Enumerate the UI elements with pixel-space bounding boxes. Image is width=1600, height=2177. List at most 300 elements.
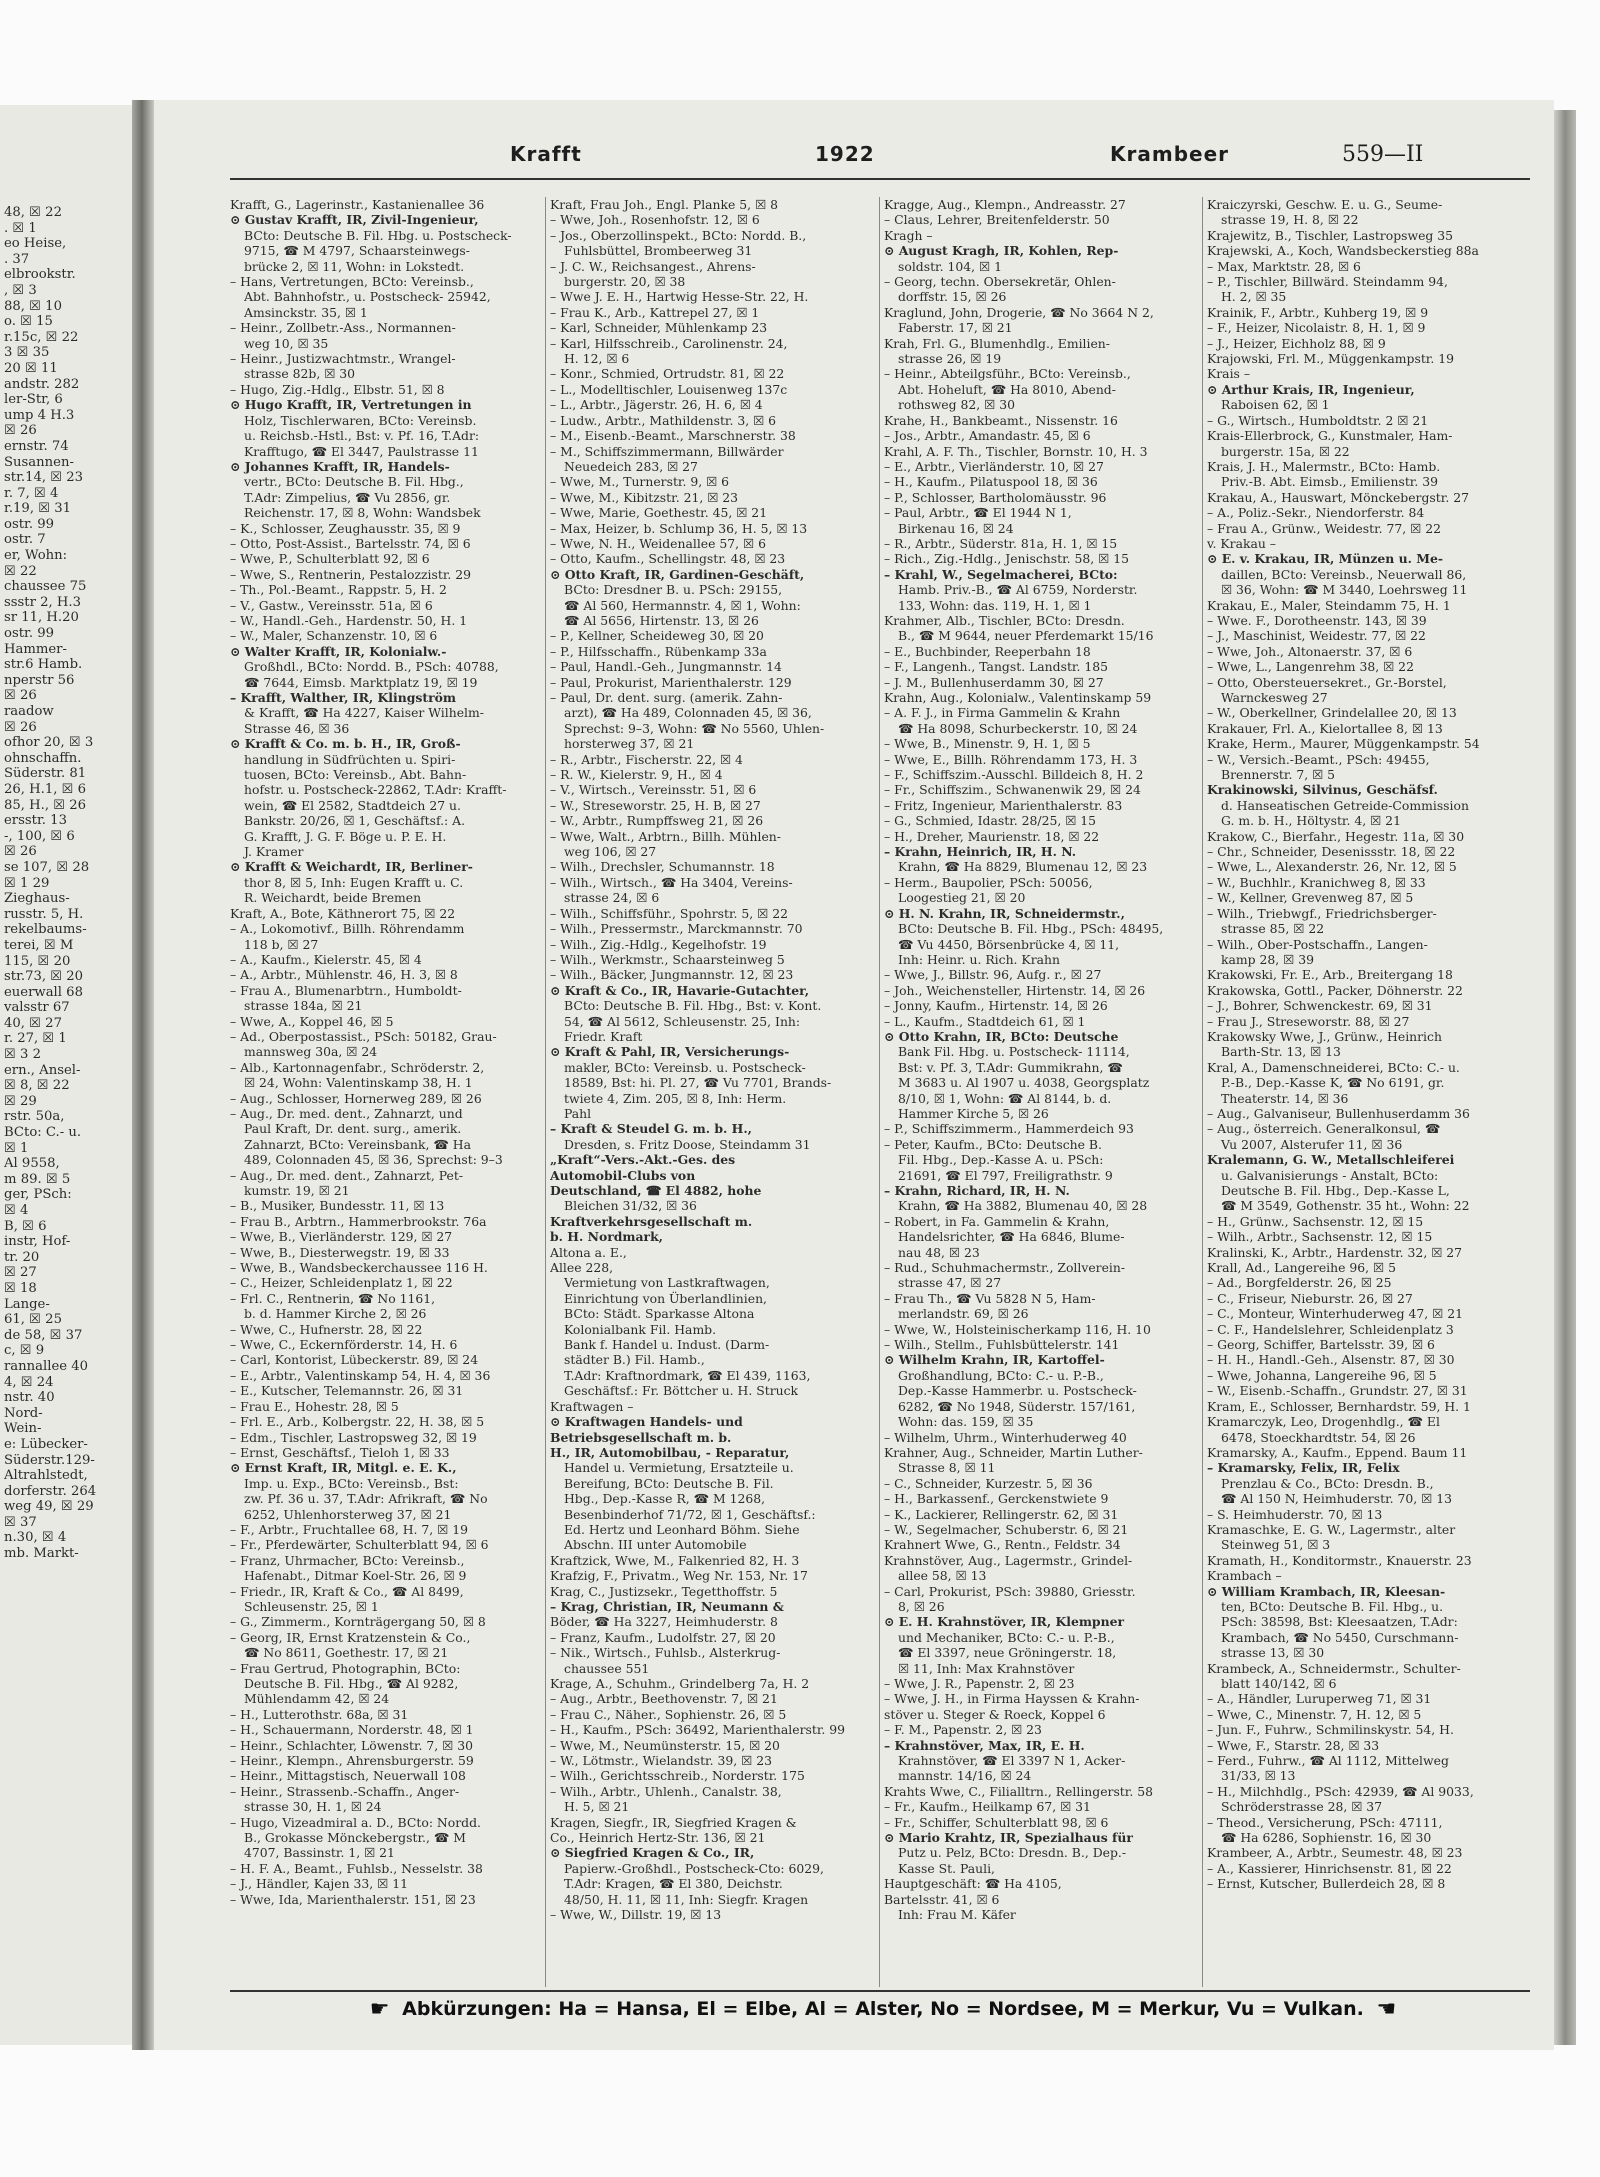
directory-entry: stöver u. Steger & Roeck, Koppel 6	[884, 1706, 1106, 1722]
directory-entry: J. Kramer	[244, 844, 304, 860]
directory-entry: – Fritz, Ingenieur, Marienthalerstr. 83	[884, 797, 1123, 813]
directory-entry: Einrichtung von Überlandlinien,	[564, 1290, 767, 1306]
directory-entry: merlandstr. 69, ☒ 26	[898, 1306, 1029, 1322]
directory-entry: b. H. Nordmark,	[550, 1229, 663, 1245]
directory-entry: – Aug., Dr. med. dent., Zahnarzt, und	[230, 1105, 463, 1121]
left-page-line: Nord-	[4, 1405, 43, 1421]
directory-entry: BCto: Deutsche B. Fil. Hbg., PSch: 48495,	[898, 921, 1164, 937]
running-head-left-word: Krafft	[510, 142, 582, 166]
left-page-line: ostr. 7	[4, 532, 46, 548]
directory-entry: – E., Arbtr., Vierländerstr. 10, ☒ 27	[884, 458, 1104, 474]
abbreviations-text: Abkürzungen: Ha = Hansa, El = Elbe, Al = Alster, No = Nordsee, M = Merkur, Vu = Vulkan.	[402, 1998, 1364, 2020]
directory-entry: 54, ☎ Al 5612, Schleusenstr. 25, Inh:	[564, 1013, 801, 1029]
directory-entry: – H., Dreher, Maurienstr. 18, ☒ 22	[884, 828, 1100, 844]
directory-entry: 4707, Bassinstr. 1, ☒ 21	[244, 1845, 395, 1861]
left-page-line: Lange-	[4, 1296, 50, 1312]
directory-entry: ☎ Al 560, Hermannstr. 4, ☒ 1, Wohn:	[564, 597, 801, 613]
directory-entry: ⊙ Siegfried Kragen & Co., IR,	[550, 1845, 755, 1861]
directory-entry: ⊙ Kraft & Pahl, IR, Versicherungs-	[550, 1044, 790, 1060]
directory-entry: Abt. Hoheluft, ☎ Ha 8010, Abend-	[898, 381, 1116, 397]
directory-entry: Paul Kraft, Dr. dent. surg., amerik.	[244, 1121, 462, 1137]
book-gutter	[132, 100, 154, 2050]
directory-entry: – A., Lokomotivf., Billh. Röhrendamm	[230, 921, 465, 937]
directory-entry: ☎ El 3397, neue Gröningerstr. 18,	[898, 1645, 1117, 1661]
directory-entry: – R., Arbtr., Fischerstr. 22, ☒ 4	[550, 751, 743, 767]
directory-entry: 18589, Bst: hi. Pl. 27, ☎ Vu 7701, Brands-	[564, 1075, 832, 1091]
directory-entry: Krahe, H., Bankbeamt., Nissenstr. 16	[884, 412, 1118, 428]
directory-entry: – Wwe, W., Holsteinischerkamp 116, H. 10	[884, 1321, 1151, 1337]
directory-entry: – W., Oberkellner, Grindelallee 20, ☒ 13	[1207, 705, 1457, 721]
directory-entry: – J., Händler, Kajen 33, ☒ 11	[230, 1876, 408, 1892]
directory-entry: – Wilh., Drechsler, Schumannstr. 18	[550, 859, 775, 875]
left-page-line: 20 ☒ 11	[4, 360, 58, 376]
left-page-line: ☒ 26	[4, 844, 37, 860]
directory-entry: Krakauer, Frl. A., Kielortallee 8, ☒ 13	[1207, 720, 1443, 736]
directory-entry: chaussee 551	[564, 1660, 650, 1676]
directory-entry: – Frau A., Grünw., Weidestr. 77, ☒ 22	[1207, 520, 1441, 536]
directory-entry: Krahn, Aug., Kolonialw., Valentinskamp 59	[884, 690, 1152, 705]
directory-entry: Krajewitz, B., Tischler, Lastropsweg 35	[1207, 227, 1454, 243]
directory-entry: 8/10, ☒ 1, Wohn: ☎ Al 8144, b. d.	[898, 1090, 1112, 1106]
left-page-line: str.14, ☒ 23	[4, 470, 84, 486]
directory-entry: Kraiczyrski, Geschw. E. u. G., Seume-	[1207, 197, 1443, 212]
directory-entry: – Georg, techn. Obersekretär, Ohlen-	[884, 274, 1116, 290]
directory-entry: – J., Bohrer, Schwenckestr. 69, ☒ 31	[1207, 998, 1433, 1014]
directory-entry: Deutsche B. Fil. Hbg., ☎ Al 9282,	[244, 1676, 459, 1691]
directory-entry: – Ferd., Fuhrw., ☎ Al 1112, Mittelweg	[1207, 1753, 1449, 1769]
left-page-line: Al 9558,	[4, 1156, 60, 1172]
directory-entry: hofstr. u. Postscheck-22862, T.Adr: Krafft-	[244, 782, 507, 798]
directory-entry: weg 106, ☒ 27	[564, 844, 657, 860]
directory-entry: PSch: 38598, Bst: Kleesaatzen, T.Adr:	[1221, 1614, 1458, 1630]
directory-entry: – Heinr., Schlachter, Löwenstr. 7, ☒ 30	[230, 1737, 473, 1753]
directory-entry: Kram, E., Schlosser, Bernhardstr. 59, H. 1	[1207, 1398, 1471, 1414]
directory-entry: Hammer Kirche 5, ☒ 26	[898, 1105, 1049, 1121]
directory-entry: – A. F. J., in Firma Gammelin & Krahn	[884, 705, 1121, 721]
directory-entry: ⊙ Kraft & Co., IR, Havarie-Gutachter,	[550, 982, 810, 998]
directory-entry: Kral, A., Damenschneiderei, BCto: C.- u.	[1207, 1059, 1460, 1075]
directory-entry: – Wilh., Wirtsch., ☎ Ha 3404, Vereins-	[550, 874, 793, 890]
directory-entry: Altona a. E.,	[550, 1244, 627, 1260]
directory-entry: – G., Schmied, Idastr. 28/25, ☒ 15	[884, 813, 1097, 829]
directory-entry: wein, ☎ El 2582, Stadtdeich 27 u.	[244, 797, 461, 813]
directory-entry: – Wwe, J., Billstr. 96, Aufg. r., ☒ 27	[884, 967, 1102, 983]
directory-entry: – A., Arbtr., Mühlenstr. 46, H. 3, ☒ 8	[230, 967, 458, 983]
directory-entry: – Wilh., Triebwgf., Friedrichsberger-	[1207, 905, 1437, 921]
column-divider	[1202, 197, 1203, 1987]
directory-entry: – L., Modelltischler, Louisenweg 137c	[550, 381, 788, 397]
directory-entry: – H., Milchhdlg., PSch: 42939, ☎ Al 9033,	[1207, 1783, 1474, 1799]
directory-entry: – Kraft & Steudel G. m. b. H.,	[550, 1121, 752, 1137]
directory-entry: städter B.) Fil. Hamb.,	[564, 1352, 705, 1368]
left-page-line: Hammer-	[4, 641, 67, 657]
left-page-line: 115, ☒ 20	[4, 953, 71, 969]
directory-entry: – Wwe, B., Diesterwegstr. 19, ☒ 33	[230, 1244, 450, 1260]
directory-entry: – Frl. E., Arb., Kolbergstr. 22, H. 38, ☒ 5	[230, 1414, 485, 1430]
directory-entry: G. m. b. H., Höltystr. 4, ☒ 21	[1221, 813, 1401, 829]
directory-entry: ⊙ Krafft & Co. m. b. H., IR, Groß-	[230, 736, 461, 752]
left-page-line: , ☒ 3	[4, 282, 37, 298]
directory-entry: – K., Lackierer, Rellingerstr. 62, ☒ 31	[884, 1506, 1119, 1522]
directory-entry: strasse 82b, ☒ 30	[244, 366, 356, 382]
directory-entry: B., Grokasse Mönckebergstr., ☎ M	[244, 1830, 466, 1846]
directory-entry: Kraftverkehrsgesellschaft m.	[550, 1213, 753, 1229]
directory-entry: – Frau B., Arbtrn., Hammerbrookstr. 76a	[230, 1213, 487, 1229]
directory-entry: Wohn: das. 159, ☒ 35	[898, 1414, 1034, 1430]
directory-entry: – Jonny, Kaufm., Hirtenstr. 14, ☒ 26	[884, 998, 1108, 1014]
directory-entry: Krahmer, Alb., Tischler, BCto: Dresdn.	[884, 612, 1125, 628]
directory-entry: – Krahl, W., Segelmacherei, BCto:	[884, 566, 1118, 582]
directory-entry: – Frau E., Hohestr. 28, ☒ 5	[230, 1398, 399, 1414]
left-page-line: ☒ 29	[4, 1093, 37, 1109]
left-page-line: valsstr 67	[4, 1000, 70, 1016]
directory-entry: kamp 28, ☒ 39	[1221, 951, 1314, 967]
directory-entry: Loogestieg 21, ☒ 20	[898, 890, 1026, 906]
directory-entry: – Krafft, Walther, IR, Klingström	[230, 690, 456, 705]
directory-entry: – A., Kaufm., Kielerstr. 45, ☒ 4	[230, 951, 422, 967]
left-page-line: ☒ 1	[4, 1140, 29, 1156]
directory-entry: – Wwe, Johanna, Langereihe 96, ☒ 5	[1207, 1367, 1437, 1383]
left-page-line: -, 100, ☒ 6	[4, 828, 75, 844]
directory-entry: – Otto, Obersteuersekret., Gr.-Borstel,	[1207, 674, 1447, 690]
left-page-line: ohnschaffn.	[4, 750, 82, 766]
directory-entry: Krakow, C., Bierfahr., Hegestr. 11a, ☒ 30	[1207, 828, 1465, 844]
directory-entry: – Kramarsky, Felix, IR, Felix	[1207, 1460, 1400, 1476]
left-page-line: r. 7, ☒ 4	[4, 485, 59, 501]
directory-entry: Bartelsstr. 41, ☒ 6	[884, 1891, 1000, 1907]
directory-entry: Krahnert Wwe, G., Rentn., Feldstr. 34	[884, 1537, 1121, 1553]
left-page-line: Süderstr. 81	[4, 766, 87, 782]
directory-entry: – Frau A., Blumenarbtrn., Humboldt-	[230, 982, 462, 998]
left-page-line: mb. Markt-	[4, 1546, 79, 1562]
directory-entry: – Wwe, Joh., Rosenhofstr. 12, ☒ 6	[550, 212, 760, 228]
directory-entry: ⊙ H. N. Krahn, IR, Schneidermstr.,	[884, 905, 1125, 921]
left-page-line: nperstr 56	[4, 672, 75, 688]
directory-entry: – Carl, Kontorist, Lübeckerstr. 89, ☒ 24	[230, 1352, 479, 1368]
directory-entry: – P., Hilfsschaffn., Rübenkamp 33a	[550, 643, 767, 659]
directory-entry: Krall, Ad., Langereihe 96, ☒ 5	[1207, 1260, 1396, 1276]
left-page-line: rstr. 50a,	[4, 1109, 65, 1125]
directory-entry: – Heinr., Abteilgsführ., BCto: Vereinsb.,	[884, 366, 1131, 382]
directory-entry: ☎ Ha 8098, Schurbeckerstr. 10, ☒ 24	[898, 720, 1138, 736]
directory-entry: H., IR, Automobilbau, - Reparatur,	[550, 1444, 790, 1460]
left-page-line: r.15c, ☒ 22	[4, 329, 79, 345]
left-page-line: de 58, ☒ 37	[4, 1327, 83, 1343]
left-page-line: chaussee 75	[4, 579, 87, 595]
directory-entry: Kragen, Siegfr., IR, Siegfried Kragen &	[550, 1814, 797, 1830]
directory-entry: – Frl. C., Rentnerin, ☎ No 1161,	[230, 1290, 436, 1306]
directory-entry: – Frau Th., ☎ Vu 5828 N 5, Ham-	[884, 1290, 1096, 1306]
directory-entry: ☎ M 3549, Gothenstr. 35 ht., Wohn: 22	[1221, 1198, 1470, 1214]
directory-entry: Fil. Hbg., Dep.-Kasse A. u. PSch:	[898, 1152, 1104, 1168]
directory-entry: – Wwe, W., Dillstr. 19, ☒ 13	[550, 1907, 722, 1923]
directory-entry: – J., Heizer, Eichholz 88, ☒ 9	[1207, 335, 1386, 351]
left-page-line: o. ☒ 15	[4, 314, 53, 330]
directory-entry: Krakowska, Gottl., Packer, Döhnerstr. 22	[1207, 982, 1463, 998]
directory-entry: – F., Langenh., Tangst. Landstr. 185	[884, 659, 1109, 675]
directory-entry: – C., Monteur, Winterhuderweg 47, ☒ 21	[1207, 1306, 1463, 1322]
directory-entry: Friedr. Kraft	[564, 1028, 643, 1044]
header-rule	[230, 178, 1530, 180]
directory-entry: Bank Fil. Hbg. u. Postscheck- 11114,	[898, 1044, 1130, 1060]
directory-entry: – Wilh., Bäcker, Jungmannstr. 12, ☒ 23	[550, 967, 794, 983]
directory-entry: vertr., BCto: Deutsche B. Fil. Hbg.,	[244, 474, 464, 490]
directory-entry: – V., Wirtsch., Vereinsstr. 51, ☒ 6	[550, 782, 757, 798]
directory-entry: – Krahn, Heinrich, IR, H. N.	[884, 844, 1077, 860]
directory-entry: Großhandlung, BCto: C.- u. P.-B.,	[898, 1367, 1104, 1383]
directory-entry: Co., Heinrich Hertz-Str. 136, ☒ 21	[550, 1830, 766, 1846]
directory-entry: Kramarsky, A., Kaufm., Eppend. Baum 11	[1207, 1444, 1468, 1460]
directory-entry: – Edm., Tischler, Lastropsweg 32, ☒ 19	[230, 1429, 477, 1445]
directory-entry: – Krahn, Richard, IR, H. N.	[884, 1183, 1070, 1198]
directory-entry: Krambach, ☎ No 5450, Curschmann-	[1221, 1629, 1459, 1645]
directory-entry: – J. M., Bullenhuserdamm 30, ☒ 27	[884, 674, 1104, 690]
directory-entry: Fuhlsbüttel, Brombeerweg 31	[564, 243, 753, 259]
left-page-line: Wein-	[4, 1421, 42, 1437]
running-head-year: 1922	[815, 142, 875, 166]
directory-entry: Besenbinderhof 71/72, ☒ 1, Geschäftsf.:	[564, 1506, 816, 1522]
directory-entry: blatt 140/142, ☒ 6	[1221, 1676, 1337, 1691]
directory-entry: – L., Arbtr., Jägerstr. 26, H. 6, ☒ 4	[550, 397, 763, 413]
directory-column-3	[884, 197, 1184, 1987]
left-page-line: Altrahlstedt,	[4, 1468, 88, 1484]
directory-entry: – B., Musiker, Bundesstr. 11, ☒ 13	[230, 1198, 445, 1214]
directory-entry: 31/33, ☒ 13	[1221, 1768, 1296, 1784]
directory-entry: – W., Maler, Schanzenstr. 10, ☒ 6	[230, 628, 438, 644]
directory-entry: T.Adr: Zimpelius, ☎ Vu 2856, gr.	[244, 489, 451, 505]
left-page-line: ofhor 20, ☒ 3	[4, 735, 94, 751]
directory-entry: Deutschland, ☎ El 4882, hohe	[550, 1183, 762, 1198]
directory-entry: – H., Lutterothstr. 68a, ☒ 31	[230, 1706, 409, 1722]
directory-entry: – Wwe, Walt., Arbtrn., Billh. Mühlen-	[550, 828, 781, 844]
directory-entry: Putz u. Pelz, BCto: Dresdn. B., Dep.-	[898, 1845, 1127, 1861]
directory-entry: handlung in Südfrüchten u. Spiri-	[244, 751, 456, 767]
directory-entry: Kasse St. Pauli,	[898, 1860, 995, 1876]
directory-entry: Vermietung von Lastkraftwagen,	[564, 1275, 770, 1291]
directory-entry: Kralemann, G. W., Metallschleiferei	[1207, 1152, 1455, 1168]
left-page-line: ☒ 4	[4, 1203, 29, 1218]
directory-entry: Kraft, A., Bote, Käthnerort 75, ☒ 22	[230, 905, 456, 921]
directory-entry: – Rud., Schuhmachermstr., Zollverein-	[884, 1260, 1126, 1276]
directory-entry: – R., Arbtr., Süderstr. 81a, H. 1, ☒ 15	[884, 535, 1118, 551]
directory-entry: zw. Pf. 36 u. 37, T.Adr: Afrikraft, ☎ No	[244, 1491, 488, 1507]
directory-entry: Barth-Str. 13, ☒ 13	[1221, 1044, 1341, 1060]
directory-entry: – Frau Gertrud, Photographin, BCto:	[230, 1660, 461, 1676]
directory-entry: Krake, Herm., Maurer, Müggenkampstr. 54	[1207, 736, 1480, 752]
directory-entry: – Ludw., Arbtr., Mathildenstr. 3, ☒ 6	[550, 412, 777, 428]
directory-entry: – Wwe, B., Wandsbeckerchaussee 116 H.	[230, 1260, 488, 1276]
left-page-line: ☒ 37	[4, 1514, 37, 1530]
directory-entry: 6478, Stoeckhardtstr. 54, ☒ 26	[1221, 1429, 1416, 1445]
directory-entry: Raboisen 62, ☒ 1	[1221, 397, 1330, 413]
left-page-line: ☒ 18	[4, 1280, 37, 1296]
directory-entry: – M., Eisenb.-Beamt., Marschnerstr. 38	[550, 428, 796, 444]
directory-entry: – C., Schneider, Kurzestr. 5, ☒ 36	[884, 1475, 1093, 1491]
directory-entry: M 3683 u. Al 1907 u. 4038, Georgsplatz	[898, 1075, 1150, 1091]
directory-entry: Holz, Tischlerwaren, BCto: Vereinsb.	[244, 412, 477, 428]
directory-entry: ⊙ Arthur Krais, IR, Ingenieur,	[1207, 381, 1415, 397]
directory-entry: H. 2, ☒ 35	[1221, 289, 1287, 305]
directory-entry: Betriebsgesellschaft m. b.	[550, 1429, 732, 1445]
left-page-line: andstr. 282	[4, 376, 80, 392]
directory-entry: – Jos., Arbtr., Amandastr. 45, ☒ 6	[884, 428, 1091, 444]
directory-entry: Bank f. Handel u. Indust. (Darm-	[564, 1337, 770, 1353]
directory-entry: Krainik, F., Arbtr., Kuhberg 19, ☒ 9	[1207, 304, 1429, 320]
directory-entry: – H., Kaufm., Pilatuspool 18, ☒ 36	[884, 474, 1098, 490]
directory-entry: – Otto, Kaufm., Schellingstr. 48, ☒ 23	[550, 551, 786, 567]
directory-entry: Steinweg 51, ☒ 3	[1221, 1537, 1331, 1553]
directory-entry: dorffstr. 15, ☒ 26	[898, 289, 1007, 305]
directory-entry: Kragge, Aug., Klempn., Andreasstr. 27	[884, 197, 1126, 212]
directory-entry: ⊙ Otto Kraft, IR, Gardinen-Geschäft,	[550, 566, 805, 582]
directory-entry: – Wwe, L., Alexanderstr. 26, Nr. 12, ☒ 5	[1207, 859, 1457, 875]
directory-entry: Imp. u. Exp., BCto: Vereinsb., Bst:	[244, 1475, 459, 1491]
directory-entry: – G., Wirtsch., Humboldtstr. 2 ☒ 21	[1207, 412, 1429, 428]
directory-entry: Inh: Heinr. u. Rich. Krahn	[898, 951, 1060, 967]
directory-entry: – Wwe, Ida, Marienthalerstr. 151, ☒ 23	[230, 1891, 476, 1907]
directory-entry: Mühlendamm 42, ☒ 24	[244, 1691, 390, 1707]
left-page-line: r.19, ☒ 31	[4, 501, 72, 517]
directory-entry: – Wwe, B., Vierländerstr. 129, ☒ 27	[230, 1229, 453, 1245]
left-page-line: 88, ☒ 10	[4, 298, 62, 314]
directory-entry: – Paul, Handl.-Geh., Jungmannstr. 14	[550, 659, 782, 675]
directory-entry: – P., Schiffszimmerm., Hammerdeich 93	[884, 1121, 1134, 1137]
directory-entry: – Ernst, Kutscher, Bullerdeich 28, ☒ 8	[1207, 1876, 1446, 1892]
directory-entry: – Wilh., Werkmstr., Schaarsteinweg 5	[550, 951, 785, 967]
directory-entry: ☎ 7644, Eimsb. Marktplatz 19, ☒ 19	[244, 674, 478, 690]
left-page-line: ger, PSch:	[4, 1187, 72, 1203]
directory-entry: Strasse 46, ☒ 36	[244, 720, 350, 736]
directory-entry: – Franz, Uhrmacher, BCto: Vereinsb.,	[230, 1552, 465, 1568]
directory-entry: Krais-Ellerbrock, G., Kunstmaler, Ham-	[1207, 428, 1453, 444]
directory-entry: – Wwe, Marie, Goethestr. 45, ☒ 21	[550, 505, 768, 521]
directory-entry: Pahl	[564, 1105, 592, 1121]
directory-entry: – Otto, Post-Assist., Bartelsstr. 74, ☒ 6	[230, 535, 471, 551]
directory-entry: horsterweg 37, ☒ 21	[564, 736, 695, 752]
directory-entry: Krakau, A., Hauswart, Mönckebergstr. 27	[1207, 489, 1469, 505]
directory-entry: – L., Kaufm., Stadtdeich 61, ☒ 1	[884, 1013, 1086, 1029]
left-page-line: str.6 Hamb.	[4, 657, 83, 673]
pointing-hand-icon: ☛	[369, 1997, 390, 2022]
directory-entry: Amsinckstr. 35, ☒ 1	[244, 304, 368, 320]
directory-entry: – Wilh., Schiffsführ., Spohrstr. 5, ☒ 22	[550, 905, 788, 921]
left-page-line: ernstr. 74	[4, 438, 69, 454]
directory-entry: – W., Segelmacher, Schuberstr. 6, ☒ 21	[884, 1521, 1129, 1537]
directory-entry: ⊙ Kraftwagen Handels- und	[550, 1414, 743, 1430]
directory-entry: – P., Tischler, Billwärd. Steindamm 94,	[1207, 274, 1448, 290]
left-page-line: 61, ☒ 25	[4, 1312, 62, 1328]
directory-entry: Dresden, s. Fritz Doose, Steindamm 31	[564, 1136, 811, 1152]
left-page-line: 4, ☒ 24	[4, 1374, 54, 1390]
left-page-line: russtr. 5, H.	[4, 906, 84, 922]
directory-entry: G. Krafft, J. G. F. Böge u. P. E. H.	[244, 828, 447, 844]
left-page-line: tr. 20	[4, 1249, 40, 1265]
directory-entry: Kramath, H., Konditormstr., Knauerstr. 23	[1207, 1552, 1472, 1568]
directory-entry: – Hans, Vertretungen, BCto: Vereinsb.,	[230, 274, 474, 290]
directory-entry: – Wwe, A., Koppel 46, ☒ 5	[230, 1013, 394, 1029]
directory-entry: 118 b, ☒ 27	[244, 936, 319, 952]
left-page-line: . ☒ 1	[4, 220, 37, 236]
directory-entry: ☎ No 8611, Goethestr. 17, ☒ 21	[244, 1645, 449, 1661]
directory-entry: – Krag, Christian, IR, Neumann &	[550, 1598, 784, 1614]
directory-entry: – Georg, IR, Ernst Kratzenstein & Co.,	[230, 1629, 471, 1645]
directory-entry: ☎ Al 5656, Hirtenstr. 13, ☒ 26	[564, 612, 759, 628]
page-stack-edge	[1554, 110, 1576, 2045]
directory-entry: – J., Maschinist, Weidestr. 77, ☒ 22	[1207, 628, 1426, 644]
directory-entry: Krakinowski, Silvinus, Geschäfsf.	[1207, 782, 1438, 798]
left-page-line: ostr. 99	[4, 626, 55, 642]
directory-entry: – Wwe, J. R., Papenstr. 2, ☒ 23	[884, 1676, 1075, 1691]
left-page-line: . 37	[4, 251, 30, 267]
directory-entry: kumstr. 19, ☒ 21	[244, 1183, 350, 1198]
directory-entry: – Carl, Prokurist, PSch: 39880, Griesstr.	[884, 1583, 1136, 1599]
directory-entry: b. d. Hammer Kirche 2, ☒ 26	[244, 1306, 427, 1322]
directory-entry: – Wwe, C., Eckernförderstr. 14, H. 6	[230, 1337, 458, 1353]
directory-entry: – Paul, Arbtr., ☎ El 1944 N 1,	[884, 505, 1072, 521]
directory-entry: burgerstr. 20, ☒ 38	[564, 274, 686, 290]
directory-entry: ⊙ William Krambach, IR, Kleesan-	[1207, 1583, 1446, 1599]
directory-entry: ☒ 24, Wohn: Valentinskamp 38, H. 1	[244, 1075, 473, 1091]
directory-entry: – Heinr., Klempn., Ahrensburgerstr. 59	[230, 1753, 474, 1769]
directory-entry: – Wwe, M., Turnerstr. 9, ☒ 6	[550, 474, 730, 490]
left-page-line: ler-Str, 6	[4, 392, 63, 408]
directory-entry: – C., Heizer, Schleidenplatz 1, ☒ 22	[230, 1275, 453, 1291]
directory-entry: Großhdl., BCto: Nordd. B., PSch: 40788,	[244, 659, 499, 675]
directory-entry: – Wwe, M., Kibitzstr. 21, ☒ 23	[550, 489, 739, 505]
directory-entry: – Wilh., Pressermstr., Marckmannstr. 70	[550, 921, 803, 937]
directory-entry: – Wilh., Stellm., Fuhlsbüttelerstr. 141	[884, 1337, 1120, 1353]
directory-entry: – Wwe, Joh., Altonaerstr. 37, ☒ 6	[1207, 643, 1413, 659]
directory-entry: rothsweg 82, ☒ 30	[898, 397, 1015, 413]
directory-entry: – Wwe, C., Hufnerstr. 28, ☒ 22	[230, 1321, 423, 1337]
directory-entry: – Fr., Pferdewärter, Schulterblatt 94, ☒ 6	[230, 1537, 489, 1553]
directory-entry: – F., Heizer, Nicolaistr. 8, H. 1, ☒ 9	[1207, 320, 1426, 336]
directory-entry: Dep.-Kasse Hammerbr. u. Postscheck-	[898, 1383, 1137, 1399]
directory-entry: – J. C. W., Reichsangest., Ahrens-	[550, 258, 756, 274]
directory-entry: ☎ Ha 6286, Sophienstr. 16, ☒ 30	[1221, 1830, 1432, 1846]
directory-entry: 6282, ☎ No 1948, Süderstr. 157/161,	[898, 1398, 1136, 1414]
directory-entry: – Aug., Galvaniseur, Bullenhuserdamm 36	[1207, 1105, 1470, 1121]
directory-entry: B., ☎ M 9644, neuer Pferdemarkt 15/16	[898, 628, 1154, 644]
directory-entry: daillen, BCto: Vereinsb., Neuerwall 86,	[1221, 566, 1467, 582]
directory-entry: Birkenau 16, ☒ 24	[898, 520, 1014, 536]
left-page-line: ☒ 3 2	[4, 1047, 41, 1063]
left-page-line: elbrookstr.	[4, 267, 76, 283]
directory-entry: ⊙ Gustav Krafft, IR, Zivil-Ingenieur,	[230, 212, 479, 228]
directory-entry: ⊙ Wilhelm Krahn, IR, Kartoffel-	[884, 1352, 1105, 1368]
directory-entry: Krag, C., Justizsekr., Tegetthoffstr. 5	[550, 1583, 778, 1599]
left-page-line: ersstr. 13	[4, 813, 67, 829]
left-page-line: n.30, ☒ 4	[4, 1530, 67, 1546]
directory-entry: 9715, ☎ M 4797, Schaarsteinwegs-	[244, 243, 470, 259]
directory-entry: – Wilhelm, Uhrm., Winterhuderweg 40	[884, 1429, 1127, 1445]
directory-entry: Vu 2007, Alsterufer 11, ☒ 36	[1221, 1136, 1403, 1152]
directory-entry: – Joh., Weichensteller, Hirtenstr. 14, ☒ 26	[884, 982, 1146, 998]
left-page-line: Susannen-	[4, 454, 74, 470]
left-page-line: sr 11, H.20	[4, 610, 79, 626]
left-page-line: c, ☒ 9	[4, 1343, 45, 1359]
directory-entry: ⊙ Walter Krafft, IR, Kolonialw.-	[230, 643, 447, 659]
directory-entry: H. 12, ☒ 6	[564, 351, 630, 367]
directory-entry: – M., Schiffszimmermann, Billwärder	[550, 443, 784, 459]
directory-entry: Krahnstöver, ☎ El 3397 N 1, Acker-	[898, 1753, 1126, 1769]
directory-entry: Kraftwagen –	[550, 1398, 634, 1414]
directory-entry: – W., Handl.-Geh., Hardenstr. 50, H. 1	[230, 612, 468, 628]
directory-entry: BCto: Deutsche B. Fil. Hbg. u. Postscheck-	[244, 227, 512, 243]
left-page-line: euerwall 68	[4, 984, 83, 1000]
left-page-line: raadow	[4, 704, 54, 719]
directory-entry: Kragh –	[884, 227, 933, 243]
